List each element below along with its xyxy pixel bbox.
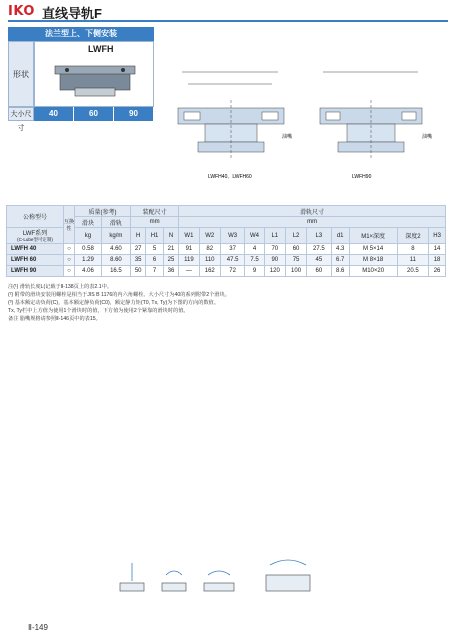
- col-L1: L1: [264, 228, 285, 244]
- row-model: LWFH 40: [7, 244, 64, 255]
- col-N: N: [163, 228, 178, 244]
- note-5: 备注 脂嘴规格请参照Ⅱ-146页中的表15。: [8, 316, 101, 322]
- col-W3: W3: [220, 228, 244, 244]
- series-header: [7, 228, 64, 244]
- table-row: [7, 255, 446, 266]
- row-value: 60: [285, 244, 306, 255]
- row-value: 26: [429, 266, 446, 277]
- row-value: 45: [307, 255, 331, 266]
- row-value: M 8×18: [349, 255, 397, 266]
- size-60: 60: [74, 107, 114, 121]
- caption-left: LWFH40、LWFH60: [208, 174, 252, 180]
- interchange-header: 互换性: [64, 206, 75, 244]
- row-mass-slider: 4.06: [75, 266, 102, 277]
- col-H3: H3: [429, 228, 446, 244]
- col-W2: W2: [199, 228, 220, 244]
- row-value: 18: [429, 255, 446, 266]
- row-value: 35: [130, 255, 145, 266]
- row-value: M10×20: [349, 266, 397, 277]
- page-title: 直线导轨F: [42, 6, 102, 21]
- row-value: —: [179, 266, 199, 277]
- note-1: 注(¹) 滑轨长度L(记载于Ⅱ-138页上的表2.1中。: [8, 284, 113, 290]
- row-value: 72: [220, 266, 244, 277]
- row-mass-rail: 16.5: [101, 266, 130, 277]
- assembly-unit: mm: [130, 217, 178, 228]
- load-direction-diagrams: [100, 555, 340, 605]
- row-value: 47.5: [220, 255, 244, 266]
- brand-logo: IKO: [8, 4, 35, 19]
- row-value: 4: [245, 244, 264, 255]
- row-value: 119: [179, 255, 199, 266]
- shape-label: 形状: [8, 41, 34, 107]
- row-value: 27: [130, 244, 145, 255]
- row-value: 6.7: [331, 255, 349, 266]
- mass-header: 质量(参考): [75, 206, 131, 217]
- row-value: 60: [307, 266, 331, 277]
- col-depth2: 深度2: [397, 228, 429, 244]
- row-value: 50: [130, 266, 145, 277]
- dimension-drawings: [160, 52, 450, 182]
- col-W1: W1: [179, 228, 199, 244]
- clube-note: (C-Lube型可定制): [17, 237, 53, 242]
- row-value: 27.5: [307, 244, 331, 255]
- row-mass-rail: 8.60: [101, 255, 130, 266]
- row-value: 75: [285, 255, 306, 266]
- mass-rail-header: 滑轨: [101, 217, 130, 228]
- size-label: 大小尺寸: [8, 107, 34, 121]
- row-value: 8: [397, 244, 429, 255]
- rail-header: 滑轨尺寸: [179, 206, 446, 217]
- row-value: 90: [264, 255, 285, 266]
- col-L3: L3: [307, 228, 331, 244]
- caption-right: LWFH90: [352, 174, 372, 180]
- size-40: 40: [34, 107, 74, 121]
- col-d1: d1: [331, 228, 349, 244]
- row-value: 20.5: [397, 266, 429, 277]
- row-mass-rail: 4.60: [101, 244, 130, 255]
- col-M1: M1×深度: [349, 228, 397, 244]
- note-2: (²) 附带的滑块安装用螺栓是相当于JIS B 1176的内六角螺栓。大小尺寸为40的系列附带2个滑块。: [8, 292, 230, 298]
- lwf-series: LWF系列: [22, 231, 48, 237]
- lube-label-right: 油嘴: [422, 134, 433, 140]
- col-L2: L2: [285, 228, 306, 244]
- lube-label-left: 油嘴: [282, 134, 293, 140]
- table-row: [7, 266, 446, 277]
- model-header: 公称型号: [7, 206, 64, 228]
- row-value: 7.5: [245, 255, 264, 266]
- note-3: (³) 基本额定动负荷(C)，基本额定静负荷(C0)，额定静力矩(T0, Tx, Ty)为下图的方向的数值。: [8, 300, 220, 306]
- page-number: Ⅱ-149: [28, 623, 48, 632]
- note-4: Tx, Ty栏中上方值为使用1个滑块时的值，下方值为使用2个紧靠的滑块时的值。: [8, 308, 189, 314]
- row-model: LWFH 60: [7, 255, 64, 266]
- row-value: 162: [199, 266, 220, 277]
- mass-rail-unit: kg/m: [101, 228, 130, 244]
- row-value: 4.3: [331, 244, 349, 255]
- row-value: M 5×14: [349, 244, 397, 255]
- row-value: 11: [397, 255, 429, 266]
- row-value: 100: [285, 266, 306, 277]
- row-value: 8.6: [331, 266, 349, 277]
- col-W4: W4: [245, 228, 264, 244]
- row-value: 120: [264, 266, 285, 277]
- row-value: 21: [163, 244, 178, 255]
- rail-unit: mm: [179, 217, 446, 228]
- mass-slider-unit: kg: [75, 228, 102, 244]
- row-value: 9: [245, 266, 264, 277]
- row-value: 91: [179, 244, 199, 255]
- assembly-header: 装配尺寸: [130, 206, 178, 217]
- row-value: 82: [199, 244, 220, 255]
- spec-table: [6, 205, 446, 277]
- row-mass-slider: 0.58: [75, 244, 102, 255]
- mass-slider-header: 滑块: [75, 217, 102, 228]
- model-name: LWFH: [88, 44, 114, 54]
- row-value: 70: [264, 244, 285, 255]
- row-interchange-mark: ○: [64, 244, 75, 255]
- title-divider: [8, 20, 448, 22]
- row-value: 25: [163, 255, 178, 266]
- row-interchange-mark: ○: [64, 255, 75, 266]
- notes: [8, 283, 428, 323]
- col-H1: H1: [146, 228, 163, 244]
- size-90: 90: [114, 107, 154, 121]
- row-mass-slider: 1.29: [75, 255, 102, 266]
- row-value: 36: [163, 266, 178, 277]
- col-H: H: [130, 228, 145, 244]
- row-interchange-mark: ○: [64, 266, 75, 277]
- mount-type-header: 法兰型上、下侧安装: [8, 27, 154, 41]
- row-value: 14: [429, 244, 446, 255]
- row-value: 6: [146, 255, 163, 266]
- row-value: 7: [146, 266, 163, 277]
- row-model: LWFH 90: [7, 266, 64, 277]
- row-value: 5: [146, 244, 163, 255]
- row-value: 37: [220, 244, 244, 255]
- table-row: [7, 244, 446, 255]
- row-value: 110: [199, 255, 220, 266]
